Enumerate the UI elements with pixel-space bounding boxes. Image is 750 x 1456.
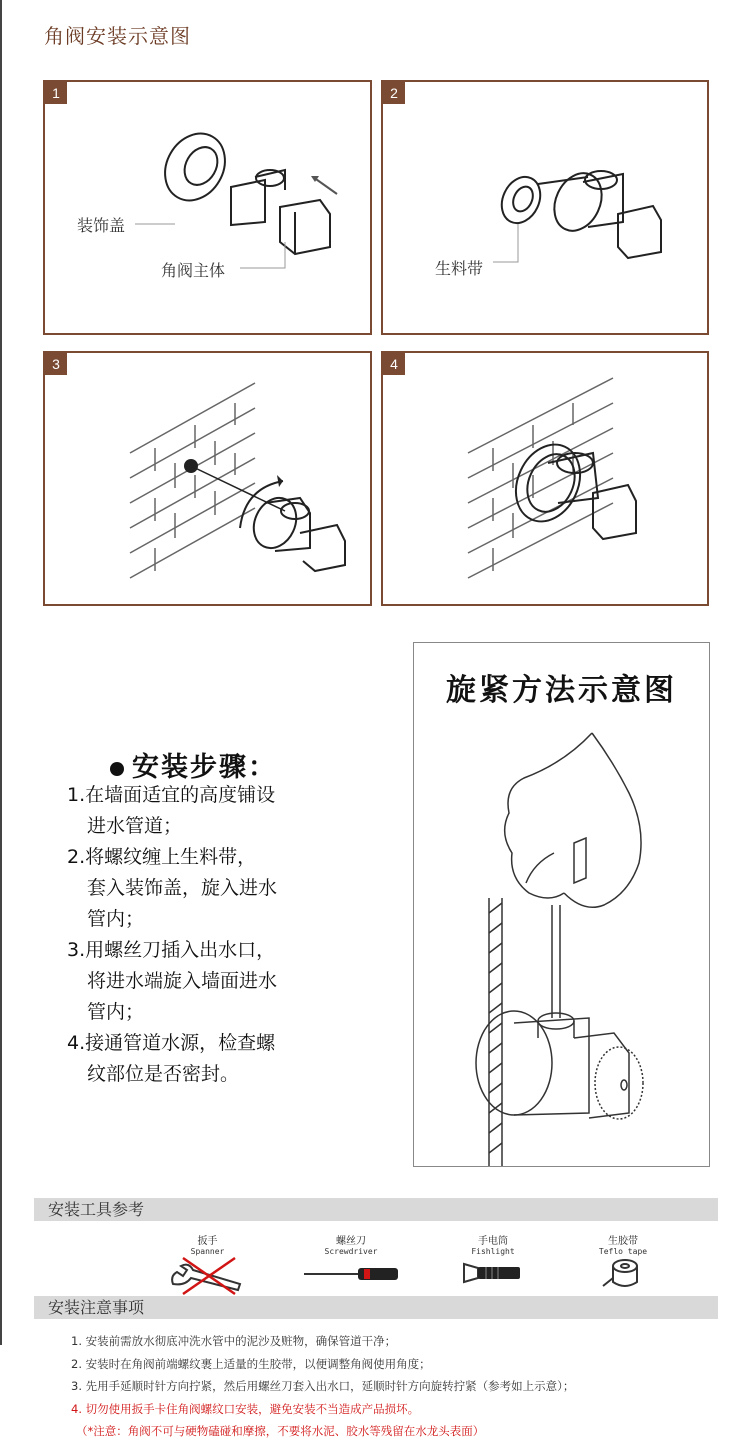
- spanner-icon: [165, 1256, 250, 1296]
- tightening-title: 旋紧方法示意图: [446, 673, 677, 708]
- panel-1-illustration: [45, 82, 370, 333]
- panel-number: 4: [383, 353, 405, 375]
- tool-name-en: Screwdriver: [324, 1247, 378, 1256]
- tool-screwdriver: [300, 1232, 402, 1290]
- step-line: 2.将螺纹缠上生料带，: [67, 846, 257, 868]
- tool-spanner: [165, 1232, 250, 1300]
- tool-name: 生胶带: [608, 1236, 638, 1247]
- steps-heading: [110, 745, 277, 784]
- panel-number: 2: [383, 82, 405, 104]
- step-line: 1.在墙面适宜的高度铺设: [67, 784, 276, 806]
- tool-name-en: Spanner: [190, 1247, 225, 1256]
- note-caution: （*注意：角阀不可与硬物磕碰和摩擦，不要将水泥、胶水等残留在水龙头表面）: [76, 1424, 485, 1438]
- panel-number: 1: [45, 82, 67, 104]
- note-item: 3. 先用手延顺时针方向拧紧，然后用螺丝刀套入出水口，延顺时针方向旋转拧紧（参考如上示意）；: [71, 1379, 575, 1393]
- step-panel-2: [381, 80, 709, 335]
- label-valve-body: 角阀主体: [161, 261, 226, 280]
- note-item-warning: 4. 切勿使用扳手卡住角阀螺纹口安装，避免安装不当造成产品损坏。: [71, 1401, 420, 1416]
- tool-name: 手电筒: [478, 1236, 508, 1247]
- tool-name-en: Teflo tape: [598, 1247, 648, 1256]
- tool-flashlight: [460, 1232, 526, 1290]
- notes-list: [71, 1330, 574, 1443]
- note-item: 1. 安装前需放水彻底冲洗水管中的泥沙及赃物，确保管道干净；: [71, 1334, 397, 1348]
- step-line: 4.接通管道水源，检查螺: [67, 1032, 276, 1054]
- tools-section-bar: 安装工具参考: [34, 1198, 718, 1221]
- tool-name: 螺丝刀: [336, 1236, 366, 1247]
- tape-icon: [595, 1256, 651, 1290]
- panel-3-illustration: [45, 353, 370, 604]
- step-line: 管内；: [87, 908, 145, 930]
- steps-list: [67, 780, 337, 1090]
- label-ptfe-tape: 生料带: [435, 259, 484, 278]
- note-item: 2. 安装时在角阀前端螺纹裹上适量的生胶带，以便调整角阀使用角度；: [71, 1356, 431, 1371]
- step-panel-3: [43, 351, 372, 606]
- tool-name-en: Fishlight: [471, 1247, 515, 1256]
- screwdriver-icon: [300, 1256, 402, 1286]
- step-line: 套入装饰盖，旋入进水: [87, 877, 278, 899]
- bullet-dot: [110, 762, 124, 776]
- step-line: 3.用螺丝刀插入出水口，: [67, 939, 276, 961]
- page-title: 角阀安装示意图: [44, 24, 191, 48]
- step-line: 进水管道；: [87, 815, 183, 837]
- tool-name: 扳手: [197, 1236, 218, 1247]
- hand-screwdriver-illustration: [414, 643, 709, 1166]
- step-panel-4: [381, 351, 709, 606]
- step-line: 纹部位是否密封。: [87, 1063, 240, 1085]
- step-line: 将进水端旋入墙面进水: [87, 970, 278, 992]
- tightening-diagram: [413, 642, 710, 1167]
- label-cover: 装饰盖: [77, 216, 126, 235]
- panel-4-illustration: [383, 353, 707, 604]
- notes-section-bar: 安装注意事项: [34, 1296, 718, 1319]
- step-panel-1: [43, 80, 372, 335]
- step-line: 管内；: [87, 1001, 145, 1023]
- left-border-line: [0, 0, 2, 1345]
- steps-title: 安装步骤：: [132, 752, 277, 783]
- panel-number: 3: [45, 353, 67, 375]
- tool-tape: [595, 1232, 651, 1294]
- panel-2-illustration: [383, 82, 707, 333]
- flashlight-icon: [460, 1256, 526, 1286]
